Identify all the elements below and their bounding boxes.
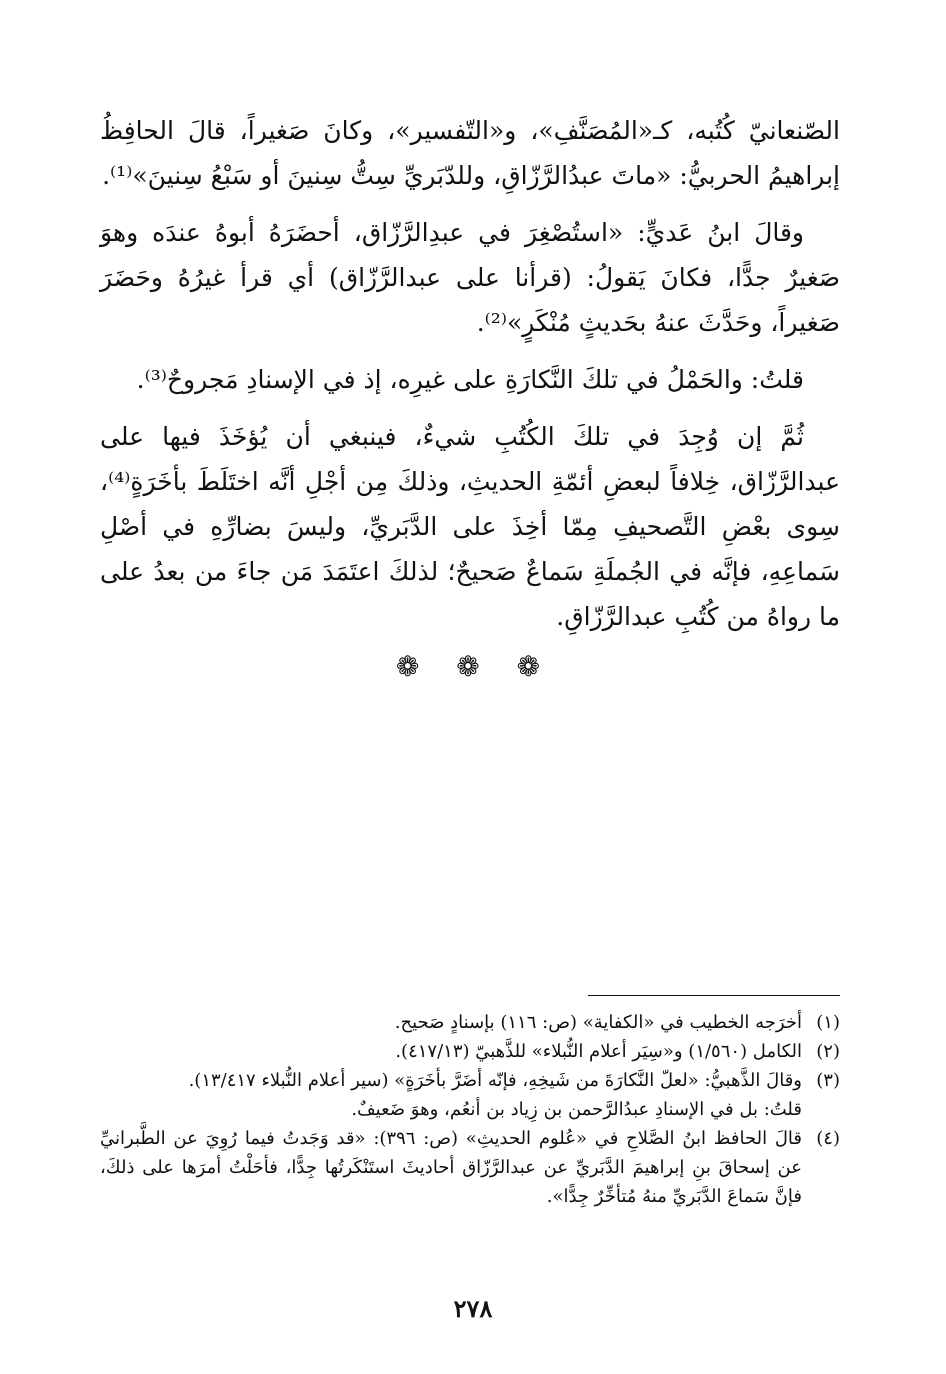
footnote-text-continued: قلتُ: بل في الإسنادِ عبدُالرَّحمن بن زِياد بن أنعُم، وهوَ ضَعيفٌ. (351, 1099, 802, 1120)
paragraph-1: الصّنعانيّ كُتُبه، كـ«المُصَنَّفِ»، و«التّفسير»، وكانَ صَغيراً، قالَ الحافِظُ إبراهيمُ الحربيُّ: «ماتَ عبدُالرَّزّاقِ، وللدّبَريِّ سِتُّ سِنينَ أو سَبْعُ سِنينَ»⁽¹⁾. (100, 116, 840, 190)
footnote-4 (100, 1124, 840, 1211)
footnote-1 (100, 1008, 840, 1037)
footnote-number: (٣) (816, 1070, 840, 1091)
footnote-text: قالَ الحافظ ابنُ الصَّلاحِ في «عُلوم الحديثِ» (ص: ٣٩٦): «قد وَجَدتُ فيما رُوِيَ عن الطَّبرانيِّ عن إسحاقَ بنِ إبراهيمَ الدَّبَريِّ عن عبدالرَّزّاق أحاديثَ استَنْكَرتُها جِدًّا، فأحَلْتُ أمرَها على ذلكَ، فإنَّ سَماعَ الدَّبَريِّ منهُ مُتأخِّرٌ جِدًّا». (100, 1128, 803, 1207)
flower-ornament-icon: ❁ (456, 650, 490, 683)
footnote-text-block (100, 1066, 802, 1124)
paragraph-2: وقالَ ابنُ عَديٍّ: «استُصْغِرَ في عبدِالرَّزّاق، أحضَرَهُ أبوهُ عندَه وهوَ صَغيرٌ جدًّا، فكانَ يَقولُ: (قرأنا على عبدالرَّزّاق) أي قرأ غيرُهُ وحَضَرَ صَغيراً، وحَدَّثَ عنهُ بحَديثٍ مُنْكَرٍ»⁽²⁾. (100, 218, 840, 337)
page-number: ٢٧٨ (453, 1294, 493, 1323)
footnote-text: أخرَجه الخطيب في «الكفاية» (ص: ١١٦) بإسنادٍ صَحيح. (394, 1012, 802, 1033)
footnote-2 (100, 1037, 840, 1066)
paragraph-4: ثُمَّ إن وُجِدَ في تلكَ الكُتُبِ شيءٌ، فينبغي أن يُؤخَذَ فيها على عبدالرَّزّاق، خِلافاً لبعضِ أئمّةِ الحديثِ، وذلكَ مِن أجْلِ أنَّه اختَلَطَ بأخَرَةٍ⁽⁴⁾، سِوى بعْضِ التَّصحيفِ مِمّا أخِذَ على الدَّبَريِّ، وليسَ بضارِّهِ في أصْلِ سَماعِهِ، فإنَّه في الجُملَةِ سَماعٌ صَحيحٌ؛ لذلكَ اعتَمَدَ مَن جاءَ من بعدُ على ما رواهُ من كُتُبِ عبدالرَّزّاقِ. (100, 422, 840, 631)
footnote-3 (100, 1066, 840, 1124)
footnote-text: وقالَ الذَّهبيُّ: «لعلّ النَّكارَةَ من شَيخِهِ، فإنّه أضَرَّ بأخَرَةٍ» (سير أعلام النُّبلاء ١٣/٤١٧). (188, 1070, 802, 1091)
main-text-body (100, 108, 840, 639)
footnote-number: (٤) (816, 1128, 840, 1149)
flower-ornament-icon: ❁ (395, 650, 430, 683)
footnotes-section (100, 1008, 840, 1211)
paragraph-3: قلتُ: والحَمْلُ في تلكَ النَّكارَةِ على غيرِه، إذ في الإسنادِ مَجروحٌ⁽³⁾. (136, 365, 804, 394)
footnote-number: (١) (816, 1012, 840, 1033)
footnote-text: الكامل (١/٥٦٠) و«سِيَر أعلام النُّبلاء» للذَّهبيّ (٤١٧/١٣). (395, 1041, 802, 1062)
section-divider-ornaments (0, 650, 946, 683)
footnote-separator-rule (588, 995, 840, 996)
footnote-number: (٢) (816, 1041, 840, 1062)
flower-ornament-icon: ❁ (516, 650, 551, 683)
